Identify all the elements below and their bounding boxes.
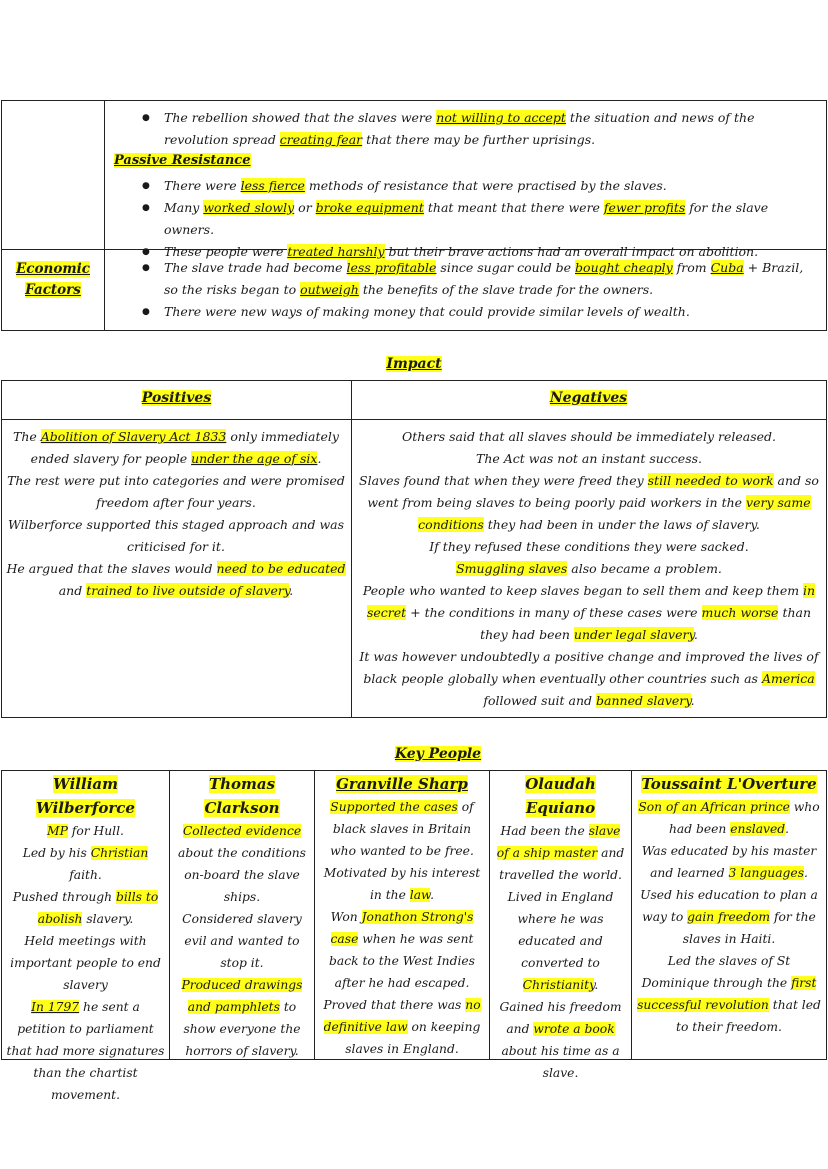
text: that led to their freedom. (676, 998, 821, 1034)
text: The slave trade had become (164, 260, 347, 275)
passive-bullet-2 (142, 197, 812, 241)
text: Considered slavery evil and wanted to stop it. (182, 912, 302, 970)
highlight: 3 languages (728, 866, 804, 880)
highlight: no definitive law (323, 998, 481, 1034)
rebellion-bullet (142, 107, 812, 151)
text: and (58, 583, 87, 598)
text: Lived in England where he was educated and converted to (507, 890, 614, 970)
highlight: less fierce (240, 178, 305, 193)
passive-list (142, 175, 812, 263)
highlight: MP (47, 824, 68, 838)
text: He argued that the slaves would (6, 561, 217, 576)
highlight: Key People (394, 746, 482, 762)
text: since sugar could be (436, 260, 576, 275)
text: or (294, 200, 316, 215)
text: Gained his freedom and (499, 1000, 622, 1036)
highlight: much worse (701, 605, 779, 620)
text: Motivated by his interest in the (323, 866, 481, 902)
rebellion-list (142, 107, 812, 151)
text: that there may be further uprisings. (362, 132, 596, 147)
impact-table (1, 380, 827, 718)
negatives-heading (351, 390, 826, 406)
text: Slaves found that when they were freed they (359, 473, 648, 488)
text: There were new ways of making money that could provide similar levels of wealth. (164, 304, 690, 319)
text: for the slave owners. (164, 200, 769, 237)
economic-factors-label (2, 259, 104, 301)
highlight: broke equipment (315, 200, 424, 215)
highlight: Son of an African prince (638, 800, 790, 814)
text: Led the slaves of St Dominique through the (641, 954, 792, 990)
text: People who wanted to keep slaves began to sell them and keep them (362, 583, 804, 598)
text: It was however undoubtedly a positive change and improved the lives of black people globally when eventually other countries such as (359, 649, 819, 686)
person-name (632, 772, 826, 796)
text: Won (330, 910, 362, 924)
person-description (315, 796, 489, 1060)
highlight: worked slowly (203, 200, 295, 215)
text: Used his education to plan a way to (640, 888, 818, 924)
economic-bullet-1 (142, 257, 812, 301)
text: to show everyone the horrors of slavery. (183, 1000, 301, 1058)
text: + Brazil, so the risks began to (164, 260, 804, 297)
text: of black slaves in Britain who wanted to be free. (330, 800, 474, 858)
person-description (490, 820, 631, 1084)
text: for the slaves in Haiti. (682, 910, 816, 946)
highlight: Passive Resistance (114, 153, 251, 168)
highlight: still needed to work (647, 473, 774, 488)
highlight: Cuba (710, 260, 744, 275)
positives-text (6, 426, 346, 602)
positives-heading (2, 390, 351, 406)
text: Was educated by his master and learned (641, 844, 817, 880)
text: . (690, 693, 695, 708)
person-equiano (489, 771, 631, 1080)
person-name (315, 772, 489, 796)
text: that meant that there were (423, 200, 604, 215)
highlight: Positives (141, 390, 212, 406)
highlight: Christian (90, 846, 149, 860)
person-wilberforce (2, 771, 169, 1102)
highlight: bought cheaply (575, 260, 673, 275)
text: from (672, 260, 711, 275)
passive-resistance-heading (114, 153, 251, 168)
highlight: Abolition of Slavery Act 1833 (40, 429, 227, 444)
text: only immediately ended slavery for people (30, 429, 339, 466)
highlight: Produced drawings and pamphlets (181, 978, 303, 1014)
highlight: Granville Sharp (336, 775, 468, 793)
person-name (2, 772, 169, 820)
column-divider (104, 101, 105, 330)
text: If they refused these conditions they were sacked. (429, 539, 749, 554)
highlight: need to be educated (216, 561, 346, 576)
text: These people were (164, 244, 288, 259)
text: about the conditions on-board the slave ships. (178, 846, 306, 904)
highlight: Thomas Clarkson (204, 775, 280, 817)
text: . (693, 627, 698, 642)
text: slavery. (82, 912, 134, 926)
text: than they had been (480, 605, 812, 642)
highlight: William Wilberforce (36, 775, 135, 817)
highlight: bills to abolish (37, 890, 159, 926)
highlight: Economic (16, 261, 90, 277)
row-divider (2, 419, 826, 420)
highlight: under the age of six (191, 451, 318, 466)
highlight: fewer profits (603, 200, 686, 215)
highlight: wrote a book (533, 1022, 615, 1036)
person-clarkson (169, 771, 314, 1059)
highlight: treated harshly (287, 244, 385, 259)
text: There were (164, 178, 241, 193)
text: who had been (668, 800, 820, 836)
text: Wilberforce supported this staged approach and was criticised for it. (7, 517, 345, 554)
highlight: enslaved (730, 822, 786, 836)
text: and so went from being slaves to being poorly paid workers in the (367, 473, 819, 510)
text: . (804, 866, 808, 880)
text: Pushed through (12, 890, 116, 904)
column-divider (351, 381, 352, 717)
highlight: Factors (25, 282, 81, 298)
highlight: Collected evidence (182, 824, 302, 838)
text: The Act was not an instant success. (475, 451, 703, 466)
highlight: law (409, 888, 431, 902)
key-people-table (1, 770, 827, 1102)
highlight: Christianity (522, 978, 595, 992)
text: the benefits of the slave trade for the owners. (358, 282, 654, 297)
highlight: banned slavery (596, 693, 691, 708)
highlight: Negatives (549, 390, 628, 406)
highlight: less profitable (346, 260, 437, 275)
highlight: Smuggling slaves (456, 561, 568, 576)
highlight: in secret (366, 583, 816, 620)
highlight: slave of a ship master (496, 824, 621, 860)
text: he sent a petition to parliament that had more signatures than the chartist movement. (6, 1000, 165, 1102)
person-name (170, 772, 314, 820)
text: Had been the (500, 824, 589, 838)
text: followed suit and (483, 693, 597, 708)
passive-bullet-1 (142, 175, 812, 197)
text: . (785, 822, 790, 836)
text: on keeping slaves in England. (345, 1020, 481, 1056)
highlight: trained to live outside of slavery (86, 583, 290, 598)
text: Many (164, 200, 204, 215)
top-table (1, 100, 827, 331)
person-description (170, 820, 314, 1062)
highlight: not willing to accept (436, 110, 566, 125)
text: The rest were put into categories and were promised freedom after four years. (7, 473, 345, 510)
highlight: Olaudah Equiano (525, 775, 596, 817)
economic-bullet-2 (142, 301, 812, 323)
text: Others said that all slaves should be immediately released. (402, 429, 776, 444)
highlight: gain freedom (687, 910, 771, 924)
text: Led by his (22, 846, 91, 860)
person-description (2, 820, 169, 1106)
highlight: under legal slavery (573, 627, 694, 642)
highlight: In 1797 (31, 1000, 80, 1014)
highlight: very same conditions (418, 495, 811, 532)
text: they had been in under the laws of slavery. (483, 517, 760, 532)
text: . (289, 583, 294, 598)
text: about his time as a slave. (501, 1044, 620, 1080)
text: and travelled the world. (499, 846, 625, 882)
text: for Hull. (67, 824, 124, 838)
highlight: Toussaint L'Overture (641, 775, 817, 793)
text: Proved that there was (323, 998, 466, 1012)
text: also became a problem. (567, 561, 722, 576)
highlight: first successful revolution (637, 976, 817, 1012)
person-sharp (314, 771, 489, 1059)
text: the situation and news of the revolution spread (164, 110, 755, 147)
text: faith. (69, 868, 102, 882)
impact-title (0, 356, 828, 372)
text: . (430, 888, 435, 902)
key-people-title (0, 746, 828, 762)
text: . (594, 978, 599, 992)
highlight: creating fear (279, 132, 363, 147)
highlight: Supported the cases (330, 800, 458, 814)
person-louverture (631, 771, 826, 1059)
text: The (13, 429, 41, 444)
text: The rebellion showed that the slaves were (164, 110, 437, 125)
negatives-text (358, 426, 820, 712)
text: Held meetings with important people to end slavery (10, 934, 161, 992)
text: but their brave actions had an overall impact on abolition. (384, 244, 759, 259)
person-description (632, 796, 826, 1038)
highlight: America (761, 671, 815, 686)
economic-list (142, 257, 812, 323)
highlight: Jonathon Strong's case (330, 910, 474, 946)
text: methods of resistance that were practised by the slaves. (304, 178, 667, 193)
highlight: Impact (386, 356, 442, 372)
text: + the conditions in many of these cases were (406, 605, 702, 620)
highlight: outweigh (300, 282, 359, 297)
text: when he was sent back to the West Indies after he had escaped. (329, 932, 475, 990)
person-name (490, 772, 631, 820)
text: . (317, 451, 322, 466)
